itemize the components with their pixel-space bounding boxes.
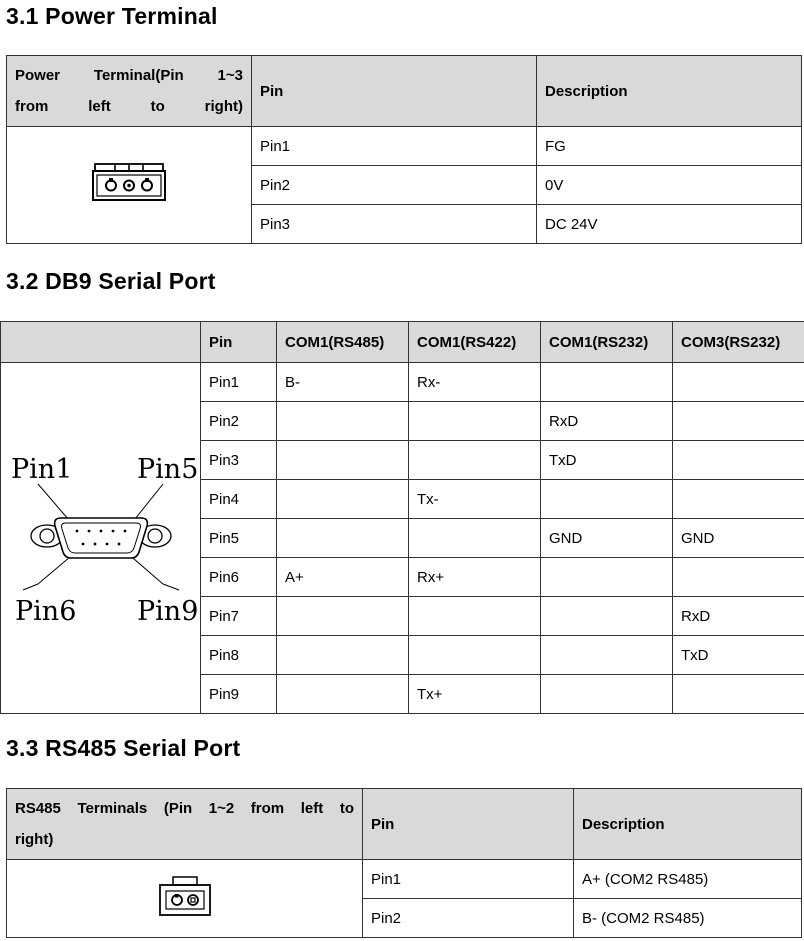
power-terminal-table	[6, 55, 802, 244]
com1-rs422-header: COM1(RS422)	[409, 322, 541, 363]
com1-rs422-cell	[409, 402, 541, 441]
db9-label-pin6: Pin6	[14, 596, 76, 626]
db9-image-header	[1, 322, 201, 363]
com1-rs485-cell	[277, 480, 409, 519]
com1-rs422-cell: Tx-	[409, 480, 541, 519]
pin-cell: Pin2	[252, 166, 537, 205]
com1-rs232-cell: TxD	[541, 441, 673, 480]
com3-rs232-cell	[673, 363, 804, 402]
com3-rs232-cell	[673, 675, 804, 714]
pin-header: Pin	[201, 322, 277, 363]
com3-rs232-cell	[673, 402, 804, 441]
pin-cell: Pin1	[363, 860, 574, 899]
db9-connector-diagram	[3, 446, 199, 626]
pin-cell: Pin2	[201, 402, 277, 441]
pin-cell: Pin8	[201, 636, 277, 675]
com1-rs485-cell	[277, 597, 409, 636]
db9-diagram-cell	[1, 363, 201, 714]
com1-rs485-cell	[277, 636, 409, 675]
com1-rs485-cell	[277, 675, 409, 714]
com1-rs232-cell	[541, 597, 673, 636]
rs485-terminals-header-cell	[7, 789, 363, 860]
pin-cell: Pin2	[363, 899, 574, 938]
com1-rs232-cell	[541, 675, 673, 714]
com1-rs485-header: COM1(RS485)	[277, 322, 409, 363]
com1-rs422-cell	[409, 441, 541, 480]
com3-rs232-cell: GND	[673, 519, 804, 558]
com3-rs232-header: COM3(RS232)	[673, 322, 804, 363]
pin-cell: Pin1	[252, 127, 537, 166]
com1-rs485-cell	[277, 441, 409, 480]
com1-rs232-cell	[541, 636, 673, 675]
com1-rs232-header: COM1(RS232)	[541, 322, 673, 363]
com3-rs232-cell: TxD	[673, 636, 804, 675]
db9-serial-port-table	[0, 321, 804, 714]
com1-rs422-cell: Rx-	[409, 363, 541, 402]
com1-rs485-cell: B-	[277, 363, 409, 402]
description-header: Description	[574, 789, 802, 860]
section-title-rs485-serial-port: 3.3 RS485 Serial Port	[6, 735, 241, 761]
com1-rs485-cell	[277, 402, 409, 441]
db9-label-pin1: Pin1	[10, 454, 72, 485]
power-terminal-header-cell	[7, 56, 252, 127]
description-cell: B- (COM2 RS485)	[574, 899, 802, 938]
pin-cell: Pin5	[201, 519, 277, 558]
pin-header: Pin	[252, 56, 537, 127]
description-header: Description	[537, 56, 802, 127]
com1-rs232-cell	[541, 480, 673, 519]
description-cell: A+ (COM2 RS485)	[574, 860, 802, 899]
rs485-header-line1: RS485 Terminals (Pin 1~2 from left to	[15, 800, 354, 817]
com1-rs422-cell	[409, 636, 541, 675]
description-cell: DC 24V	[537, 205, 802, 244]
com1-rs422-cell	[409, 519, 541, 558]
rs485-connector-image-cell	[7, 860, 363, 938]
com3-rs232-cell	[673, 558, 804, 597]
rs485-terminal-connector-icon	[158, 875, 212, 919]
com3-rs232-cell	[673, 441, 804, 480]
pin-cell: Pin7	[201, 597, 277, 636]
com1-rs422-cell	[409, 597, 541, 636]
com1-rs485-cell	[277, 519, 409, 558]
com3-rs232-cell	[673, 480, 804, 519]
com3-rs232-cell: RxD	[673, 597, 804, 636]
power-connector-image-cell	[7, 127, 252, 244]
com1-rs485-cell: A+	[277, 558, 409, 597]
section-title-power-terminal: 3.1 Power Terminal	[6, 3, 218, 29]
com1-rs232-cell: GND	[541, 519, 673, 558]
db9-label-pin9: Pin9	[136, 596, 198, 626]
com1-rs232-cell: RxD	[541, 402, 673, 441]
power-terminal-header-line1: Power Terminal(Pin 1~3	[15, 67, 243, 84]
pin-cell: Pin9	[201, 675, 277, 714]
description-cell: FG	[537, 127, 802, 166]
com1-rs422-cell: Rx+	[409, 558, 541, 597]
rs485-serial-port-table	[6, 788, 802, 938]
description-cell: 0V	[537, 166, 802, 205]
com1-rs232-cell	[541, 363, 673, 402]
db9-label-pin5: Pin5	[136, 454, 198, 485]
pin-header: Pin	[363, 789, 574, 860]
com1-rs232-cell	[541, 558, 673, 597]
pin-cell: Pin3	[201, 441, 277, 480]
pin-cell: Pin3	[252, 205, 537, 244]
com1-rs422-cell: Tx+	[409, 675, 541, 714]
power-terminal-header-line2: from left to right)	[15, 98, 243, 115]
power-terminal-connector-icon	[91, 162, 167, 204]
pin-cell: Pin6	[201, 558, 277, 597]
pin-cell: Pin4	[201, 480, 277, 519]
rs485-header-line2: right)	[15, 831, 54, 848]
pin-cell: Pin1	[201, 363, 277, 402]
section-title-db9-serial-port: 3.2 DB9 Serial Port	[6, 268, 216, 294]
